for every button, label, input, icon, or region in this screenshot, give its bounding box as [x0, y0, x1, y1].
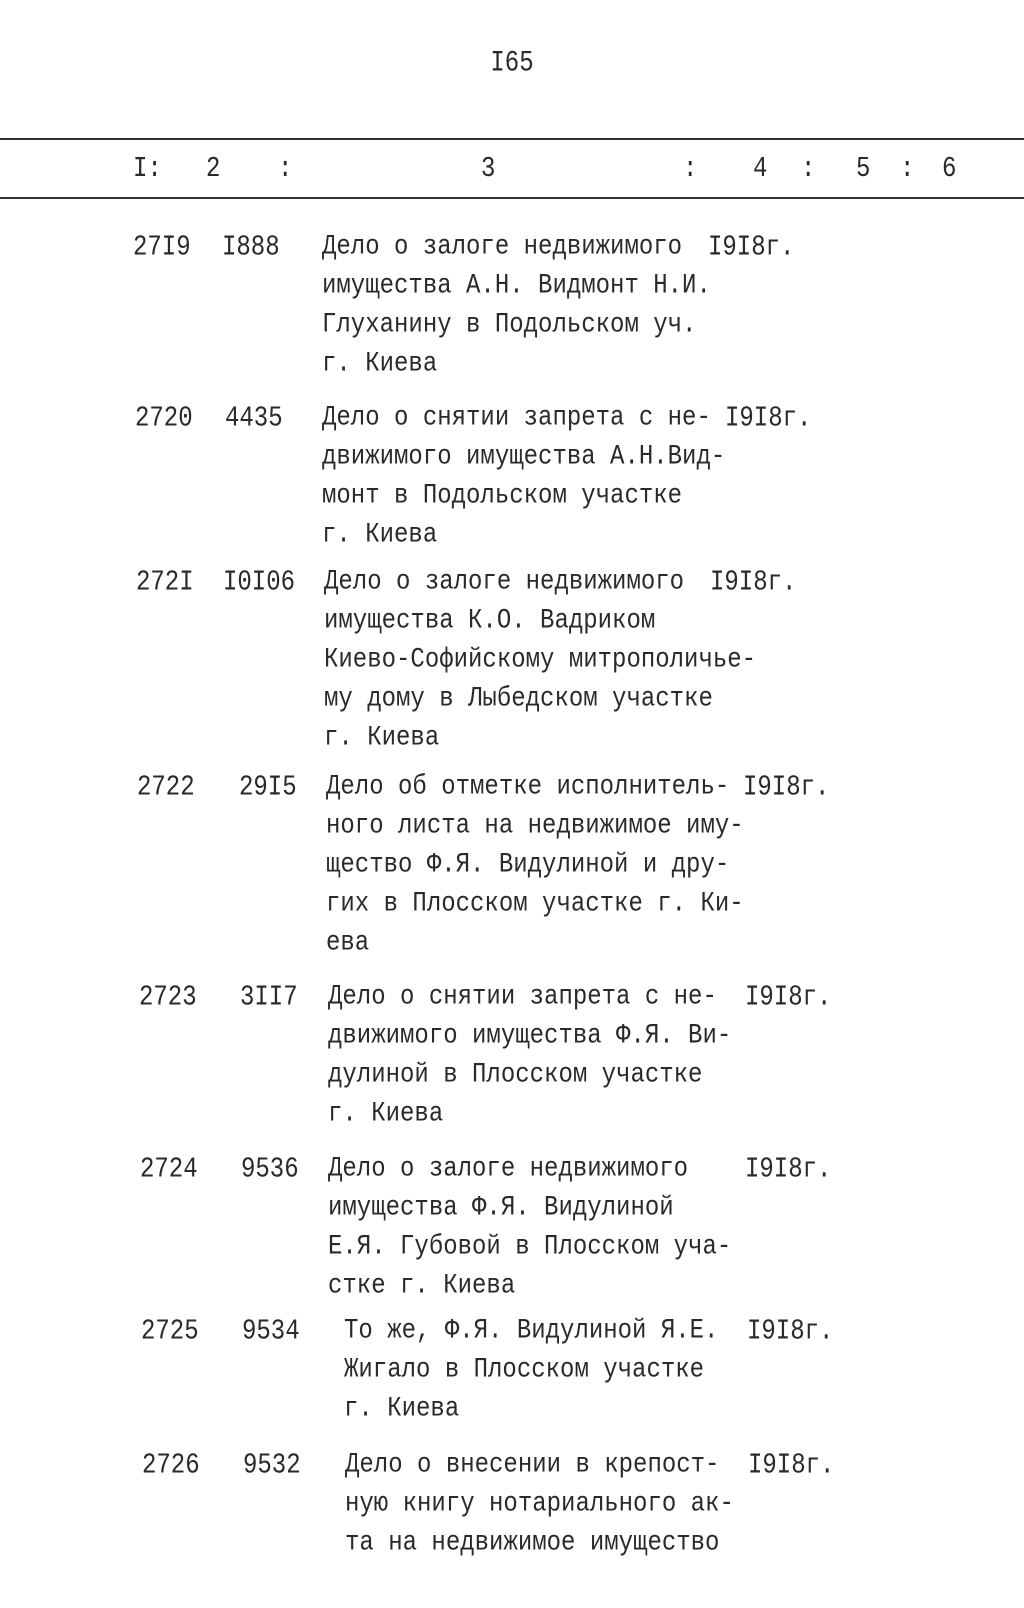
description-line: г. Киева: [328, 1098, 444, 1130]
description-line: му дому в Лыбедском участке: [324, 683, 713, 715]
entry-date: I9I8г.: [745, 981, 832, 1014]
description-line: Глуханину в Подольском уч.: [322, 309, 697, 341]
description-line: та на недвижимое имущество: [345, 1527, 720, 1559]
column-header-7: 5: [856, 153, 871, 186]
description-line: гих в Плосском участке г. Ки-: [326, 888, 744, 920]
entry-date: I9I8г.: [747, 1315, 834, 1348]
entry-description: [344, 1312, 718, 1429]
description-line: движимого имущества Ф.Я. Ви-: [328, 1020, 732, 1052]
description-line: Дело о залоге недвижимого: [324, 566, 685, 598]
entry-date: I9I8г.: [708, 231, 795, 264]
column-header-0: I:: [133, 153, 162, 186]
column-header-3: 3: [481, 153, 496, 186]
entry-number: 2725: [141, 1315, 199, 1348]
entry-date: I9I8г.: [748, 1449, 835, 1482]
description-line: Жигало в Плосском участке: [344, 1354, 705, 1386]
entry-number: 2723: [139, 981, 197, 1014]
entry-date: I9I8г.: [710, 566, 797, 599]
old-file-number: 9534: [242, 1315, 300, 1348]
description-line: движимого имущества А.Н.Вид-: [322, 441, 726, 473]
old-file-number: 3II7: [240, 981, 298, 1014]
entry-number: 2720: [135, 402, 193, 435]
column-header-6: :: [801, 153, 816, 186]
description-line: То же, Ф.Я. Видулиной Я.Е.: [344, 1315, 719, 1347]
old-file-number: 9532: [243, 1449, 301, 1482]
entry-date: I9I8г.: [725, 402, 812, 435]
entry-number: 2722: [137, 771, 195, 804]
old-file-number: 9536: [241, 1153, 299, 1186]
column-header-2: :: [278, 153, 293, 186]
description-line: г. Киева: [322, 519, 438, 551]
description-line: Киево-Софийскому митрополичье-: [324, 644, 757, 676]
description-line: Дело об отметке исполнитель-: [326, 771, 730, 803]
entry-number: 272I: [136, 566, 194, 599]
description-line: ную книгу нотариального ак-: [345, 1488, 734, 1520]
description-line: ного листа на недвижимое иму-: [326, 810, 744, 842]
description-line: имущества А.Н. Видмонт Н.И.: [322, 270, 711, 302]
description-line: дулиной в Плосском участке: [328, 1059, 703, 1091]
description-line: имущества Ф.Я. Видулиной: [328, 1192, 674, 1224]
old-file-number: 29I5: [239, 771, 297, 804]
entry-date: I9I8г.: [745, 1153, 832, 1186]
entry-date: I9I8г.: [743, 771, 830, 804]
column-header-5: 4: [753, 153, 768, 186]
old-file-number: 4435: [225, 402, 283, 435]
column-header-9: 6: [942, 153, 957, 186]
description-line: г. Киева: [324, 722, 440, 754]
description-line: стке г. Киева: [328, 1270, 516, 1302]
description-line: ева: [326, 927, 370, 959]
column-header-8: :: [900, 153, 915, 186]
description-line: г. Киева: [344, 1393, 460, 1425]
entry-description: [322, 228, 711, 384]
entry-description: [326, 768, 744, 964]
entry-description: [345, 1446, 734, 1563]
description-line: монт в Подольском участке: [322, 480, 683, 512]
entry-number: 2724: [140, 1153, 198, 1186]
entry-description: [328, 1150, 731, 1306]
entry-number: 2726: [142, 1449, 200, 1482]
entry-description: [328, 978, 731, 1134]
column-header-1: 2: [206, 153, 221, 186]
description-line: Дело о снятии запрета с не-: [328, 981, 717, 1013]
description-line: Дело о снятии запрета с не-: [322, 402, 711, 434]
entry-number: 27I9: [133, 231, 191, 264]
description-line: Е.Я. Губовой в Плосском уча-: [328, 1231, 732, 1263]
page-number: I65: [490, 46, 534, 81]
entry-description: [322, 399, 725, 555]
description-line: Дело о внесении в крепост-: [345, 1449, 720, 1481]
description-line: щество Ф.Я. Видулиной и дру-: [326, 849, 730, 881]
description-line: Дело о залоге недвижимого: [328, 1153, 689, 1185]
column-header-4: :: [683, 153, 698, 186]
description-line: имущества К.О. Вадриком: [324, 605, 656, 637]
old-file-number: I888: [222, 231, 280, 264]
description-line: Дело о залоге недвижимого: [322, 231, 683, 263]
entry-description: [324, 563, 756, 759]
old-file-number: I0I06: [223, 566, 296, 599]
header-rule-top: [0, 138, 1024, 140]
description-line: г. Киева: [322, 348, 438, 380]
header-rule-bottom: [0, 197, 1024, 199]
